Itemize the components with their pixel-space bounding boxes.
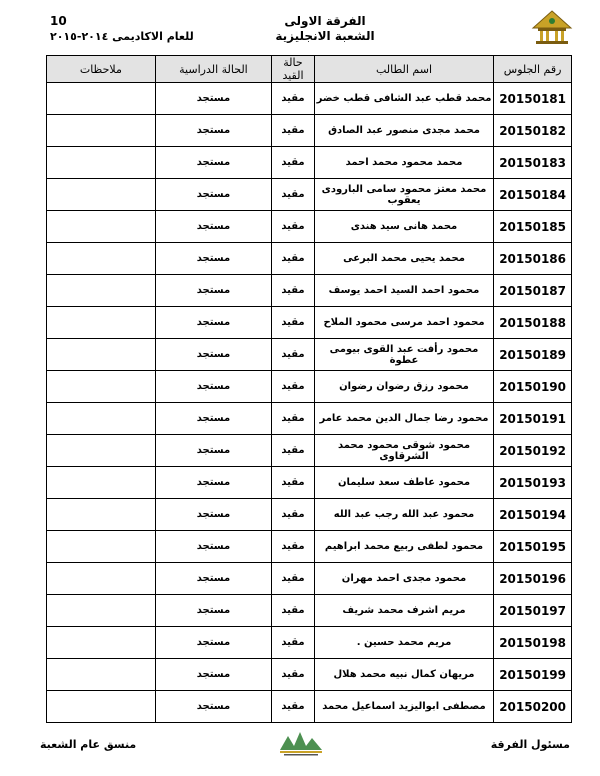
table-row: [47, 595, 572, 627]
academic-status: مستجد: [155, 179, 271, 211]
enrollment-status: مقيد: [272, 403, 315, 435]
academic-status: مستجد: [155, 83, 271, 115]
student-name: مريم محمد حسين .: [314, 627, 493, 659]
enrollment-status: مقيد: [272, 243, 315, 275]
enrollment-status: مقيد: [272, 275, 315, 307]
notes-cell: [47, 627, 156, 659]
student-name: محمد مجدى منصور عبد الصادق: [314, 115, 493, 147]
table-row: [47, 243, 572, 275]
table-row: [47, 339, 572, 371]
year-title: الفرقة الاولى: [284, 14, 366, 28]
notes-cell: [47, 211, 156, 243]
table-row: [47, 691, 572, 723]
notes-cell: [47, 147, 156, 179]
academic-status: مستجد: [155, 595, 271, 627]
table-row: [47, 83, 572, 115]
table-row: [47, 115, 572, 147]
student-name: محمود رأفت عبد القوى بيومى عطوة: [314, 339, 493, 371]
table-row: [47, 659, 572, 691]
notes-cell: [47, 243, 156, 275]
table-row: [47, 627, 572, 659]
table-row: [47, 211, 572, 243]
academic-status: مستجد: [155, 211, 271, 243]
table-header-row: [47, 56, 572, 83]
enrollment-status: مقيد: [272, 531, 315, 563]
enrollment-status: مقيد: [272, 659, 315, 691]
enrollment-status: مقيد: [272, 211, 315, 243]
table-row: [47, 275, 572, 307]
notes-cell: [47, 499, 156, 531]
division-coordinator-signature: منسق عام الشعبة: [40, 738, 137, 751]
table-row: [47, 435, 572, 467]
enrollment-status: مقيد: [272, 83, 315, 115]
notes-cell: [47, 403, 156, 435]
enrollment-status: مقيد: [272, 371, 315, 403]
enrollment-status: مقيد: [272, 627, 315, 659]
table-row: [47, 403, 572, 435]
seat-number: 20150193: [494, 467, 572, 499]
student-name: محمد محمود محمد احمد: [314, 147, 493, 179]
faculty-logo-icon: [276, 728, 328, 758]
notes-cell: [47, 595, 156, 627]
column-header-academic: الحالة الدراسية: [155, 56, 271, 83]
seat-number: 20150183: [494, 147, 572, 179]
student-name: محمود احمد مرسى محمود الملاح: [314, 307, 493, 339]
academic-year: للعام الاكاديمى ٢٠١٤-٢٠١٥: [50, 30, 194, 43]
column-header-enrollment: حالة القيد: [272, 56, 315, 83]
academic-status: مستجد: [155, 499, 271, 531]
academic-status: مستجد: [155, 403, 271, 435]
student-name: محمد معتز محمود سامى البارودى يعقوب: [314, 179, 493, 211]
academic-status: مستجد: [155, 147, 271, 179]
seat-number: 20150195: [494, 531, 572, 563]
column-header-seat: رقم الجلوس: [494, 56, 572, 83]
academic-status: مستجد: [155, 243, 271, 275]
seat-number: 20150200: [494, 691, 572, 723]
enrollment-status: مقيد: [272, 147, 315, 179]
student-name: محمد يحيى محمد البرعى: [314, 243, 493, 275]
seat-number: 20150189: [494, 339, 572, 371]
enrollment-status: مقيد: [272, 467, 315, 499]
table-row: [47, 531, 572, 563]
page-header: [40, 12, 570, 52]
notes-cell: [47, 371, 156, 403]
university-logo-icon: [530, 8, 574, 48]
student-name: محمد هانى سيد هندى: [314, 211, 493, 243]
notes-cell: [47, 467, 156, 499]
academic-status: مستجد: [155, 563, 271, 595]
enrollment-status: مقيد: [272, 179, 315, 211]
academic-status: مستجد: [155, 659, 271, 691]
student-name: محمود شوقى محمود محمد الشرقاوى: [314, 435, 493, 467]
table-row: [47, 179, 572, 211]
seat-number: 20150190: [494, 371, 572, 403]
enrollment-status: مقيد: [272, 435, 315, 467]
notes-cell: [47, 339, 156, 371]
student-name: محمود عبد الله رجب عبد الله: [314, 499, 493, 531]
notes-cell: [47, 691, 156, 723]
academic-status: مستجد: [155, 371, 271, 403]
academic-status: مستجد: [155, 627, 271, 659]
student-name: مصطفى ابواليزيد اسماعيل محمد: [314, 691, 493, 723]
notes-cell: [47, 115, 156, 147]
table-row: [47, 307, 572, 339]
student-name: مريم اشرف محمد شريف: [314, 595, 493, 627]
page-number: 10: [50, 14, 67, 28]
student-name: محمود عاطف سعد سليمان: [314, 467, 493, 499]
notes-cell: [47, 435, 156, 467]
academic-status: مستجد: [155, 531, 271, 563]
enrollment-status: مقيد: [272, 339, 315, 371]
enrollment-status: مقيد: [272, 115, 315, 147]
enrollment-status: مقيد: [272, 691, 315, 723]
academic-status: مستجد: [155, 435, 271, 467]
enrollment-status: مقيد: [272, 499, 315, 531]
column-header-name: اسم الطالب: [314, 56, 493, 83]
table-row: [47, 371, 572, 403]
notes-cell: [47, 563, 156, 595]
notes-cell: [47, 659, 156, 691]
seat-number: 20150184: [494, 179, 572, 211]
student-name: محمود رزق رضوان رضوان: [314, 371, 493, 403]
student-roster-table: [46, 55, 572, 723]
notes-cell: [47, 179, 156, 211]
notes-cell: [47, 275, 156, 307]
student-name: محمود لطفى ربيع محمد ابراهيم: [314, 531, 493, 563]
notes-cell: [47, 83, 156, 115]
division-title: الشعبة الانجليزية: [275, 29, 375, 43]
academic-status: مستجد: [155, 115, 271, 147]
seat-number: 20150198: [494, 627, 572, 659]
table-row: [47, 147, 572, 179]
seat-number: 20150186: [494, 243, 572, 275]
table-row: [47, 499, 572, 531]
academic-status: مستجد: [155, 467, 271, 499]
student-name: مريهان كمال نبيه محمد هلال: [314, 659, 493, 691]
academic-status: مستجد: [155, 691, 271, 723]
student-name: محمود مجدى احمد مهران: [314, 563, 493, 595]
table-row: [47, 467, 572, 499]
academic-status: مستجد: [155, 307, 271, 339]
enrollment-status: مقيد: [272, 563, 315, 595]
seat-number: 20150188: [494, 307, 572, 339]
seat-number: 20150187: [494, 275, 572, 307]
seat-number: 20150192: [494, 435, 572, 467]
column-header-notes: ملاحظات: [47, 56, 156, 83]
seat-number: 20150197: [494, 595, 572, 627]
seat-number: 20150185: [494, 211, 572, 243]
enrollment-status: مقيد: [272, 595, 315, 627]
student-name: محمود رضا جمال الدين محمد عامر: [314, 403, 493, 435]
header-titles: [230, 14, 420, 44]
notes-cell: [47, 531, 156, 563]
seat-number: 20150182: [494, 115, 572, 147]
seat-number: 20150191: [494, 403, 572, 435]
seat-number: 20150194: [494, 499, 572, 531]
seat-number: 20150199: [494, 659, 572, 691]
student-name: محمد قطب عبد الشافى قطب خضر: [314, 83, 493, 115]
student-name: محمود احمد السيد احمد يوسف: [314, 275, 493, 307]
seat-number: 20150181: [494, 83, 572, 115]
table-row: [47, 563, 572, 595]
seat-number: 20150196: [494, 563, 572, 595]
notes-cell: [47, 307, 156, 339]
academic-status: مستجد: [155, 275, 271, 307]
academic-status: مستجد: [155, 339, 271, 371]
class-supervisor-signature: مسئول الفرقة: [490, 738, 570, 751]
enrollment-status: مقيد: [272, 307, 315, 339]
